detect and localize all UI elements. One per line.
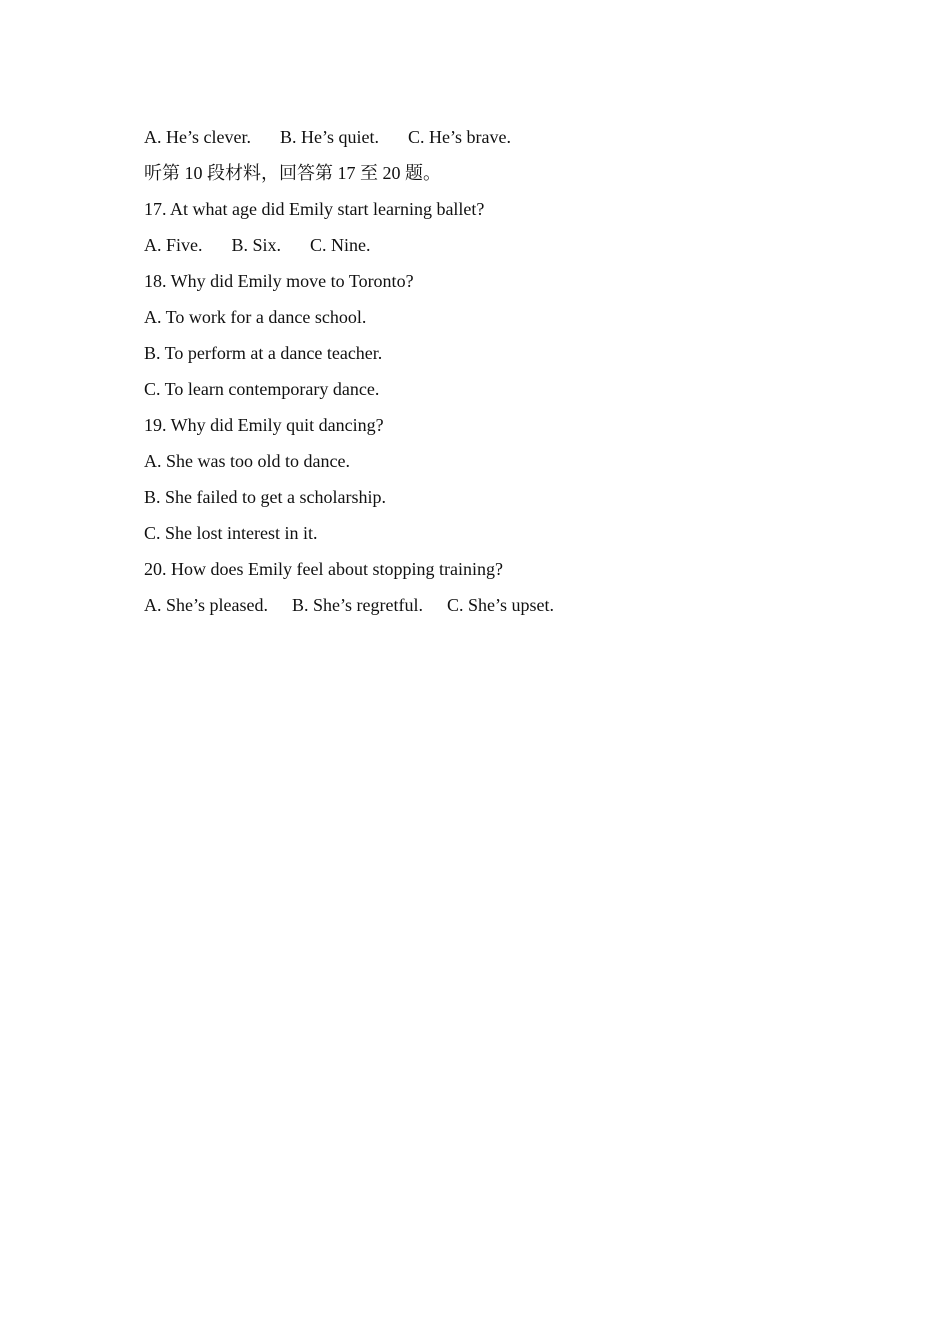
q18-question: 18. Why did Emily move to Toronto? bbox=[144, 271, 414, 291]
section-instruction: 听第 10 段材料，回答第 17 至 20 题。 bbox=[144, 163, 441, 183]
q20-option-b: B. She’s regretful. bbox=[291, 595, 423, 615]
q19-option-a: A. She was too old to dance. bbox=[144, 451, 350, 471]
q19-option-b: B. She failed to get a scholarship. bbox=[144, 487, 386, 507]
q16-option-a: A. He’s clever. bbox=[144, 127, 251, 147]
q17-option-b: B. Six. bbox=[231, 235, 282, 255]
q16-options bbox=[144, 124, 844, 160]
q18-option-b: B. To perform at a dance teacher. bbox=[144, 343, 383, 363]
q16-option-b: B. He’s quiet. bbox=[279, 127, 379, 147]
q19-question: 19. Why did Emily quit dancing? bbox=[144, 415, 384, 435]
q17-options bbox=[144, 232, 844, 268]
q18-option-a: A. To work for a dance school. bbox=[144, 307, 367, 327]
q17-option-c: C. Nine. bbox=[310, 235, 371, 255]
q20-question: 20. How does Emily feel about stopping training? bbox=[144, 559, 503, 579]
q18-option-c: C. To learn contemporary dance. bbox=[144, 379, 380, 399]
q20-options bbox=[144, 592, 844, 628]
listening-section bbox=[144, 124, 844, 628]
q19-option-c: C. She lost interest in it. bbox=[144, 523, 318, 543]
q16-option-c: C. He’s brave. bbox=[407, 127, 511, 147]
q17-question: 17. At what age did Emily start learning ballet? bbox=[144, 199, 485, 219]
q20-option-c: C. She’s upset. bbox=[446, 595, 554, 615]
q20-option-a: A. She’s pleased. bbox=[144, 595, 268, 615]
q17-option-a: A. Five. bbox=[144, 235, 203, 255]
